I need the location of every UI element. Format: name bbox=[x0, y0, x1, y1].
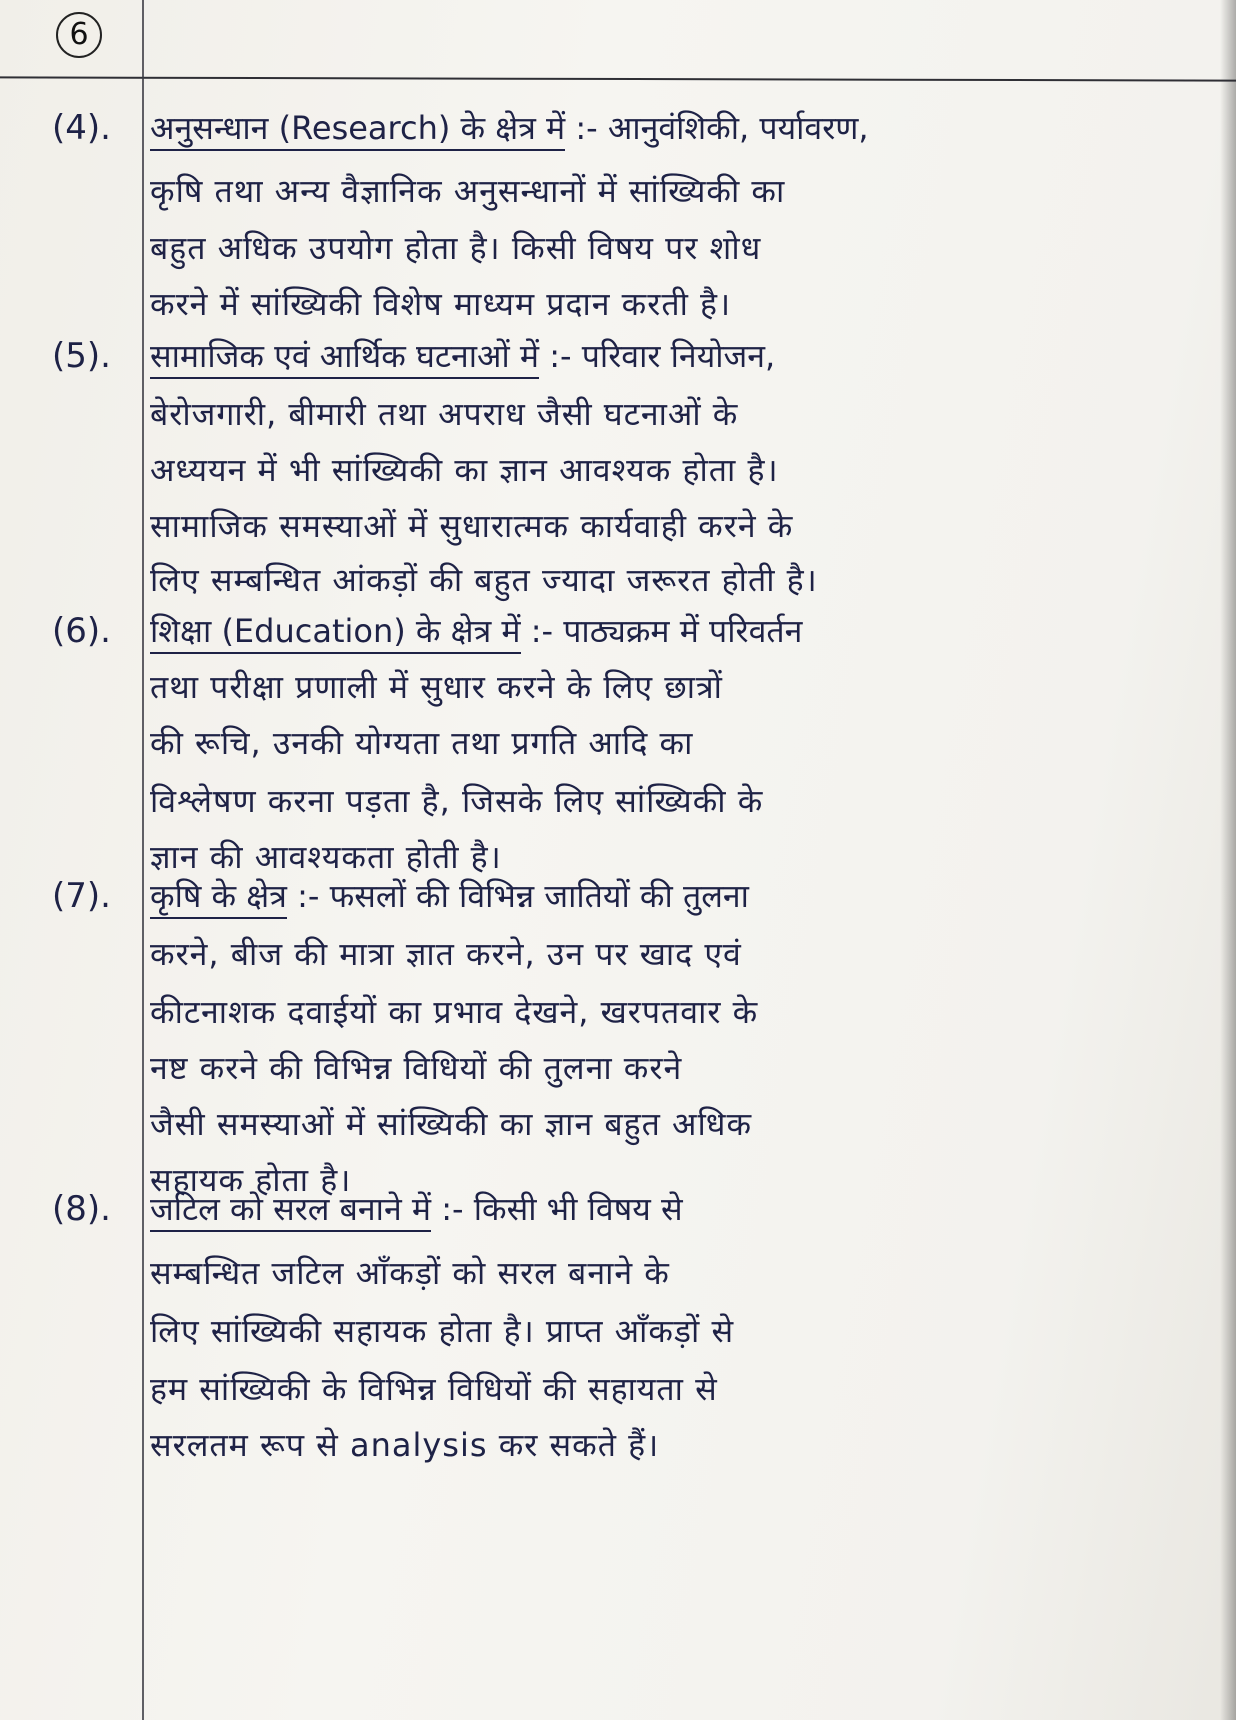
text-line: सहायक होता है। bbox=[150, 1161, 352, 1199]
page-shadow-edge bbox=[1220, 0, 1236, 1720]
text-line: करने, बीज की मात्रा ज्ञात करने, उन पर खाद एवं bbox=[150, 935, 742, 973]
section-first-text: आनुवंशिकी, पर्यावरण, bbox=[607, 109, 869, 147]
section-first-text: परिवार नियोजन, bbox=[581, 337, 776, 375]
heading-separator: :- bbox=[286, 877, 330, 915]
page-number-circle bbox=[56, 12, 102, 58]
heading-separator: :- bbox=[520, 612, 564, 650]
section-heading-line bbox=[150, 1183, 683, 1235]
section-heading: सामाजिक एवं आर्थिक घटनाओं में bbox=[150, 337, 539, 379]
heading-separator: :- bbox=[539, 337, 582, 375]
page-number: 6 bbox=[69, 17, 89, 52]
text-line: नष्ट करने की विभिन्न विधियों की तुलना करने bbox=[150, 1049, 683, 1087]
text-line: कीटनाशक दवाईयों का प्रभाव देखने, खरपतवार के bbox=[150, 993, 759, 1031]
text-line: जैसी समस्याओं में सांख्यिकी का ज्ञान बहुत अधिक bbox=[150, 1105, 753, 1143]
margin-rule-line bbox=[142, 0, 144, 1720]
text-line: अध्ययन में भी सांख्यिकी का ज्ञान आवश्यक होता है। bbox=[150, 451, 779, 489]
text-line: सम्बन्धित जटिल आँकड़ों को सरल बनाने के bbox=[150, 1254, 670, 1292]
section-first-text: पाठ्यक्रम में परिवर्तन bbox=[563, 612, 803, 650]
text-line: सामाजिक समस्याओं में सुधारात्मक कार्यवाही करने के bbox=[150, 507, 794, 545]
section-number: (8). bbox=[52, 1189, 111, 1229]
text-line: करने में सांख्यिकी विशेष माध्यम प्रदान करती है। bbox=[150, 285, 732, 323]
text-line: की रूचि, उनकी योग्यता तथा प्रगति आदि का bbox=[150, 724, 694, 762]
section-number: (4). bbox=[52, 108, 111, 148]
text-line: सरलतम रूप से analysis कर सकते हैं। bbox=[150, 1426, 660, 1464]
text-line: कृषि तथा अन्य वैज्ञानिक अनुसन्धानों में सांख्यिकी का bbox=[150, 172, 786, 210]
section-heading: कृषि के क्षेत्र bbox=[150, 877, 287, 919]
section-heading-line bbox=[150, 870, 749, 922]
section-heading-line bbox=[150, 330, 775, 382]
text-line: बहुत अधिक उपयोग होता है। किसी विषय पर शोध bbox=[150, 229, 762, 267]
heading-separator: :- bbox=[565, 109, 608, 147]
section-heading: जटिल को सरल बनाने में bbox=[150, 1190, 431, 1232]
section-heading: शिक्षा (Education) के क्षेत्र में bbox=[150, 612, 521, 654]
section-number: (6). bbox=[52, 611, 111, 651]
section-number: (7). bbox=[52, 876, 111, 916]
text-line: लिए सांख्यिकी सहायक होता है। प्राप्त आँकड़ों से bbox=[150, 1312, 735, 1350]
section-number: (5). bbox=[52, 336, 111, 376]
text-line: हम सांख्यिकी के विभिन्न विधियों की सहायता से bbox=[150, 1370, 718, 1408]
heading-separator: :- bbox=[431, 1190, 474, 1228]
top-rule-line bbox=[0, 76, 1236, 81]
section-heading-line bbox=[150, 605, 802, 657]
section-heading: अनुसन्धान (Research) के क्षेत्र में bbox=[150, 109, 565, 151]
section-first-text: फसलों की विभिन्न जातियों की तुलना bbox=[329, 877, 749, 915]
text-line: बेरोजगारी, बीमारी तथा अपराध जैसी घटनाओं के bbox=[150, 395, 739, 433]
section-first-text: किसी भी विषय से bbox=[473, 1190, 683, 1228]
text-line: विश्लेषण करना पड़ता है, जिसके लिए सांख्यिकी के bbox=[150, 782, 764, 820]
text-line: तथा परीक्षा प्रणाली में सुधार करने के लिए छात्रों bbox=[150, 668, 723, 706]
section-heading-line bbox=[150, 102, 869, 154]
text-line: लिए सम्बन्धित आंकड़ों की बहुत ज्यादा जरूरत होती है। bbox=[150, 561, 818, 599]
text-line: ज्ञान की आवश्यकता होती है। bbox=[150, 838, 502, 876]
